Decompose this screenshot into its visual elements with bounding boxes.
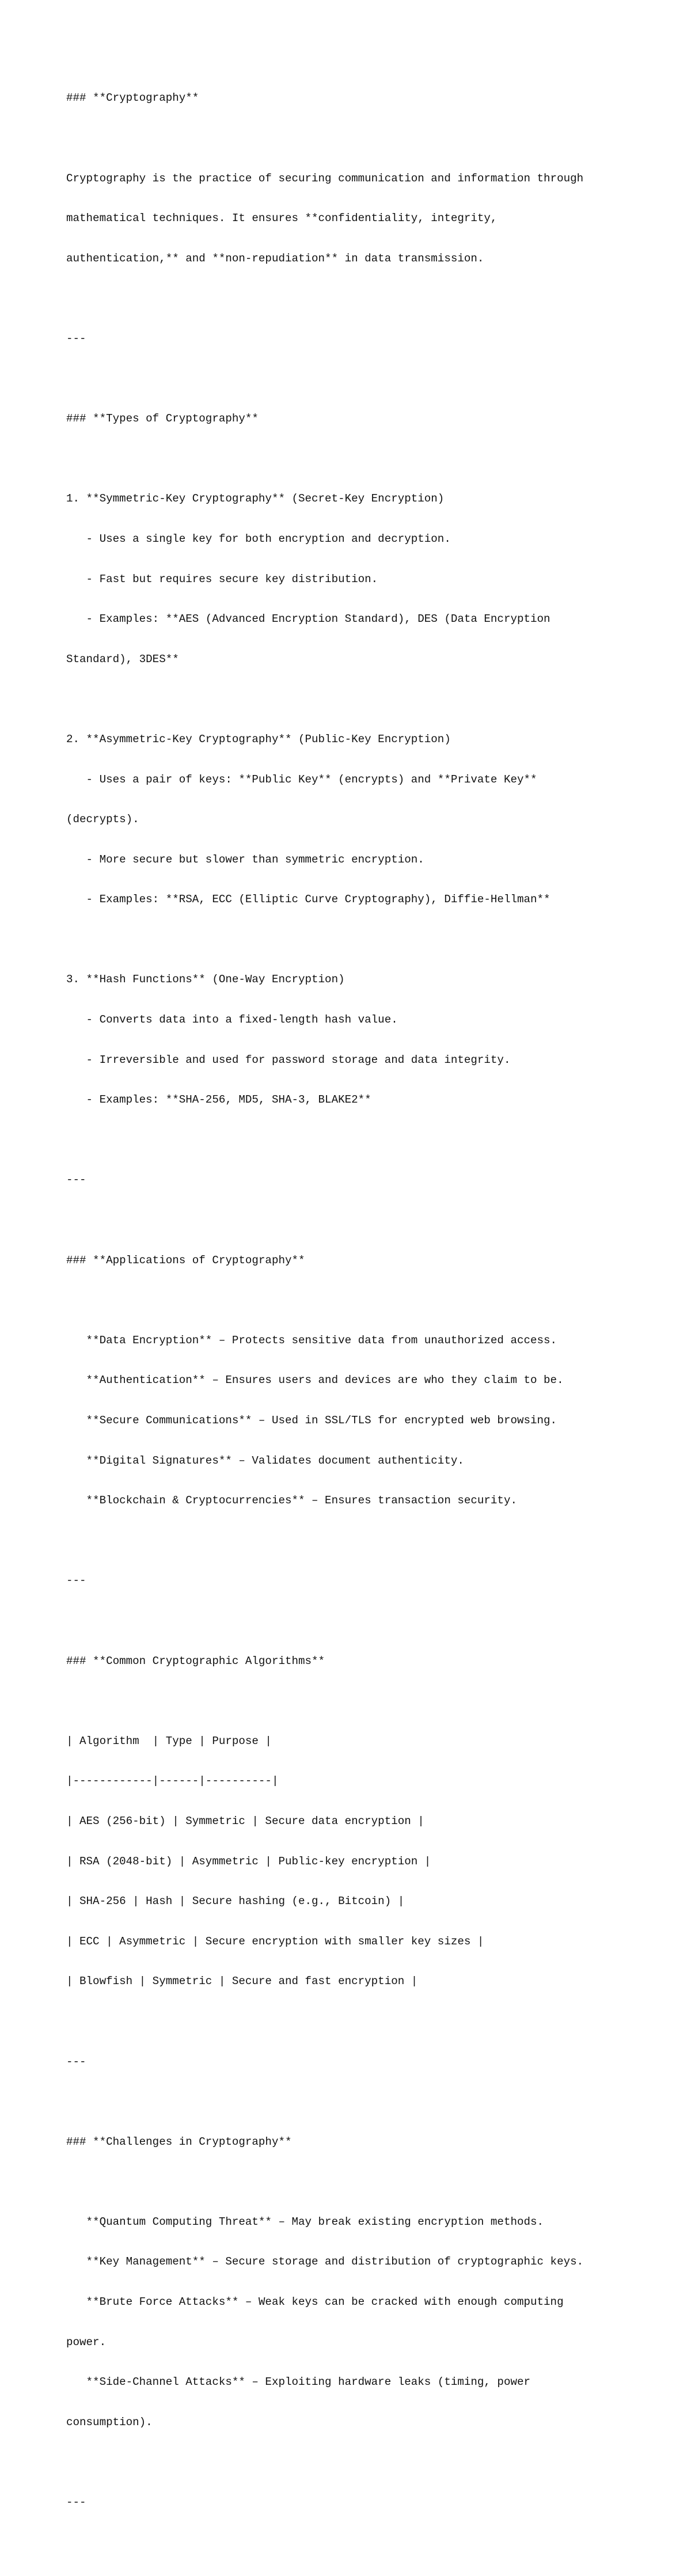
text-line — [66, 2175, 665, 2189]
text-line — [66, 2456, 665, 2469]
text-line: - More secure but slower than symmetric encryption. — [66, 853, 424, 866]
text-line — [66, 2015, 665, 2028]
text-line: **Secure Communications** – Used in SSL/TLS for encrypted web browsing. — [66, 1414, 557, 1427]
text-line: 2. **Asymmetric-Key Cryptography** (Public-Key Encryption) — [66, 732, 451, 746]
text-line: --- — [66, 1173, 86, 1187]
document-body — [66, 65, 665, 2576]
text-line: 3. **Hash Functions** (One-Way Encryption) — [66, 973, 345, 986]
text-line — [66, 132, 665, 145]
text-line — [66, 693, 665, 706]
text-line: **Key Management** – Secure storage and distribution of cryptographic keys. — [66, 2255, 584, 2269]
text-line: **Authentication** – Ensures users and devices are who they claim to be. — [66, 1374, 564, 1387]
text-line — [66, 1694, 665, 1708]
text-line: ### **Types of Cryptography** — [66, 412, 259, 425]
text-line: Cryptography is the practice of securing communication and information through — [66, 172, 584, 185]
text-line: **Quantum Computing Threat** – May break existing encryption methods. — [66, 2215, 544, 2228]
text-line: - Examples: **RSA, ECC (Elliptic Curve Cryptography), Diffie-Hellman** — [66, 893, 550, 906]
text-line: mathematical techniques. It ensures **confidentiality, integrity, — [66, 212, 498, 225]
text-line: --- — [66, 332, 86, 345]
text-line: |------------|------|----------| — [66, 1775, 279, 1788]
text-line: **Digital Signatures** – Validates document authenticity. — [66, 1454, 464, 1467]
text-line: - Fast but requires secure key distribution. — [66, 572, 378, 586]
text-line: | Algorithm | Type | Purpose | — [66, 1734, 272, 1747]
text-line: ### **Common Cryptographic Algorithms** — [66, 1654, 325, 1667]
text-line — [66, 1294, 665, 1307]
text-line: - Uses a single key for both encryption and decryption. — [66, 532, 451, 545]
text-line: ### **Challenges in Cryptography** — [66, 2135, 292, 2148]
text-line: | SHA-256 | Hash | Secure hashing (e.g., Bitcoin) | — [66, 1895, 405, 1908]
text-line: --- — [66, 2055, 86, 2068]
text-line: **Side-Channel Attacks** – Exploiting hardware leaks (timing, power — [66, 2376, 531, 2389]
text-line: ### **Cryptography** — [66, 92, 199, 105]
text-line: | AES (256-bit) | Symmetric | Secure data encryption | — [66, 1814, 424, 1827]
text-line — [66, 2095, 665, 2108]
text-line: **Brute Force Attacks** – Weak keys can be cracked with enough computing — [66, 2296, 564, 2309]
text-line — [66, 453, 665, 466]
text-line — [66, 1214, 665, 1227]
text-line: **Data Encryption** – Protects sensitive data from unauthorized access. — [66, 1333, 557, 1347]
text-line — [66, 2536, 665, 2550]
text-line: - Examples: **SHA-256, MD5, SHA-3, BLAKE2** — [66, 1093, 371, 1107]
text-line: consumption). — [66, 2415, 153, 2429]
text-line: --- — [66, 1574, 86, 1587]
text-line — [66, 373, 665, 386]
text-line — [66, 292, 665, 305]
text-line: authentication,** and **non-repudiation** in data transmission. — [66, 252, 484, 265]
text-line — [66, 1614, 665, 1628]
text-line — [66, 1134, 665, 1147]
text-line: **Blockchain & Cryptocurrencies** – Ensures transaction security. — [66, 1494, 517, 1507]
text-line: 1. **Symmetric-Key Cryptography** (Secret-Key Encryption) — [66, 492, 445, 506]
text-line: | ECC | Asymmetric | Secure encryption with smaller key sizes | — [66, 1935, 484, 1948]
text-line: --- — [66, 2496, 86, 2509]
text-line: ### **Applications of Cryptography** — [66, 1253, 305, 1267]
text-line: - Uses a pair of keys: **Public Key** (encrypts) and **Private Key** — [66, 773, 537, 786]
text-line: - Converts data into a fixed-length hash value. — [66, 1013, 398, 1027]
text-line: | RSA (2048-bit) | Asymmetric | Public-key encryption | — [66, 1855, 431, 1868]
text-line — [66, 1534, 665, 1548]
text-line: | Blowfish | Symmetric | Secure and fast encryption | — [66, 1975, 418, 1988]
text-line — [66, 933, 665, 947]
text-line: (decrypts). — [66, 813, 139, 826]
text-line: Standard), 3DES** — [66, 652, 179, 666]
text-line: power. — [66, 2335, 107, 2349]
text-line: - Irreversible and used for password storage and data integrity. — [66, 1053, 511, 1066]
text-line: - Examples: **AES (Advanced Encryption Standard), DES (Data Encryption — [66, 613, 550, 626]
